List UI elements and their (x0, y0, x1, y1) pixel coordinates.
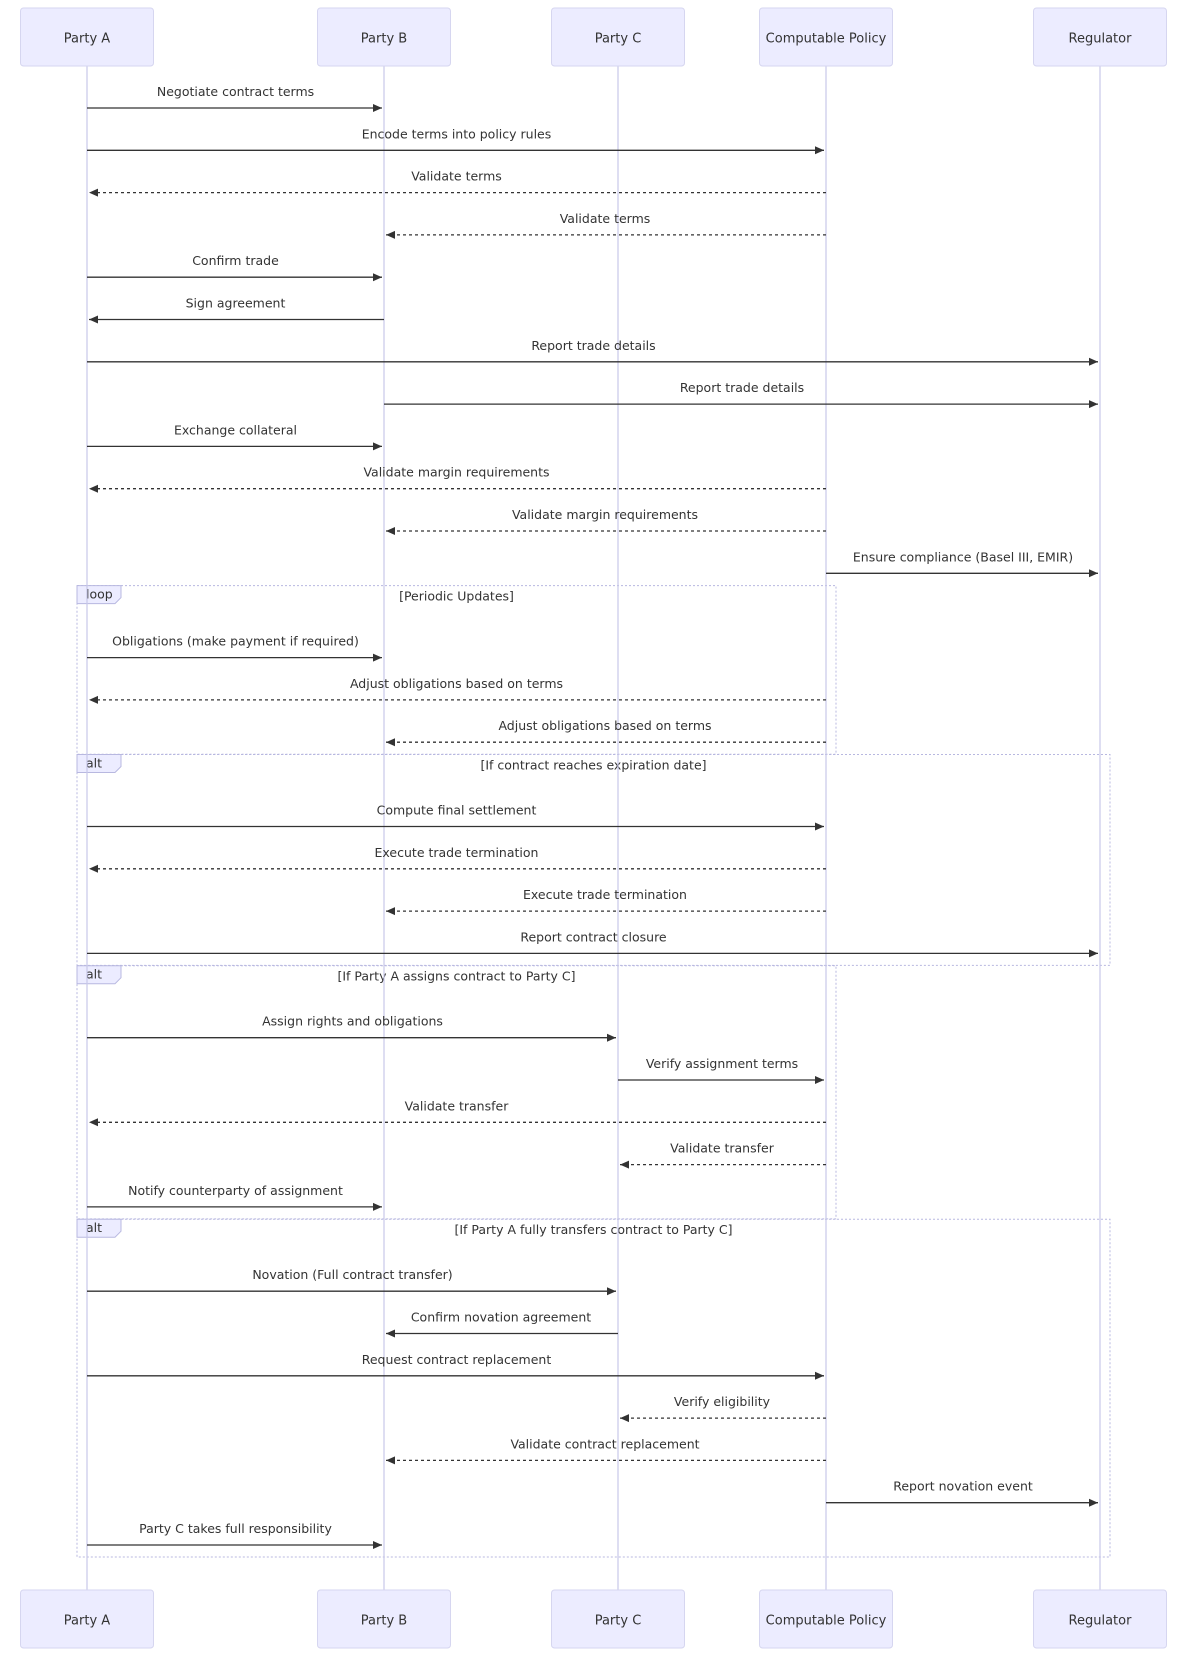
message-label: Obligations (make payment if required) (112, 633, 359, 649)
message-label: Report contract closure (520, 929, 667, 945)
message-29 (386, 1436, 826, 1460)
frame-condition: [If contract reaches expiration date] (480, 757, 707, 773)
message-label: Encode terms into policy rules (361, 126, 552, 142)
message-24 (87, 1183, 382, 1207)
actor-bottom-party-a (21, 1590, 154, 1648)
frame-condition: [Periodic Updates] (399, 588, 514, 604)
message-15 (386, 718, 826, 742)
message-label: Validate margin requirements (511, 507, 699, 522)
alt-frame (77, 1219, 1110, 1557)
message-5 (87, 253, 382, 277)
message-label: Validate contract replacement (510, 1436, 700, 1452)
message-label: Report trade details (679, 380, 805, 396)
message-2 (87, 126, 824, 150)
message-label: Novation (Full contract transfer) (252, 1267, 453, 1283)
message-label: Compute final settlement (376, 802, 537, 818)
message-label: Validate terms (559, 210, 651, 226)
message-label: Adjust obligations based on terms (498, 718, 712, 734)
actor-label: Regulator (1068, 1613, 1132, 1629)
actor-label: Party A (63, 1613, 111, 1629)
frame-condition: [If Party A assigns contract to Party C] (337, 968, 576, 984)
message-31 (87, 1521, 382, 1545)
message-26 (386, 1310, 618, 1334)
message-12 (826, 549, 1098, 573)
message-10 (89, 465, 826, 489)
actor-top-party-c (552, 8, 685, 66)
actor-label: Party C (594, 31, 642, 47)
message-label: Execute trade termination (374, 844, 539, 860)
message-label: Validate terms (411, 168, 502, 184)
message-label: Report trade details (531, 337, 656, 353)
message-20 (87, 1014, 616, 1038)
message-label: Adjust obligations based on terms (349, 675, 564, 691)
message-7 (87, 338, 1098, 362)
alt-frame (77, 966, 836, 1219)
message-label: Request contract replacement (361, 1351, 552, 1367)
message-label: Validate transfer (670, 1140, 774, 1156)
message-21 (618, 1056, 824, 1080)
message-11 (386, 507, 826, 531)
frame-kind-label: alt (86, 755, 103, 771)
actor-label: Party B (360, 31, 408, 47)
message-25 (87, 1267, 616, 1291)
message-label: Confirm novation agreement (410, 1309, 592, 1325)
message-8 (384, 380, 1098, 404)
frame-kind-label: alt (86, 966, 103, 982)
actor-label: Regulator (1068, 31, 1132, 47)
message-6 (89, 296, 384, 320)
actor-top-computable-policy (760, 8, 893, 66)
actor-label: Computable Policy (765, 1613, 887, 1629)
message-16 (87, 803, 824, 827)
message-label: Validate transfer (404, 1098, 509, 1114)
message-label: Notify counterparty of assignment (128, 1182, 343, 1198)
message-label: Negotiate contract terms (156, 84, 315, 99)
actor-bottom-regulator (1034, 1590, 1167, 1648)
actor-bottom-computable-policy (760, 1590, 893, 1648)
actor-top-party-b (318, 8, 451, 66)
message-18 (386, 887, 826, 911)
message-label: Sign agreement (185, 295, 286, 311)
message-23 (620, 1141, 826, 1165)
actor-top-party-a (21, 8, 154, 66)
frame-kind-label: alt (86, 1220, 103, 1236)
message-4 (386, 211, 826, 235)
message-17 (89, 845, 826, 869)
message-label: Execute trade termination (523, 887, 687, 903)
message-3 (89, 169, 826, 193)
message-label: Verify assignment terms (645, 1056, 799, 1071)
frame-kind-label: loop (86, 586, 113, 602)
message-label: Confirm trade (192, 253, 279, 269)
actor-bottom-party-c (552, 1590, 685, 1648)
message-label: Exchange collateral (173, 422, 298, 438)
loop-frame (77, 586, 836, 755)
frame-condition: [If Party A fully transfers contract to Party C] (454, 1222, 733, 1238)
message-label: Verify eligibility (673, 1394, 771, 1410)
message-1 (87, 84, 382, 108)
actor-label: Computable Policy (765, 31, 887, 47)
message-14 (89, 676, 826, 700)
message-22 (89, 1098, 826, 1122)
actor-label: Party A (63, 31, 111, 47)
message-19 (87, 929, 1098, 953)
message-label: Validate margin requirements (363, 464, 550, 480)
actor-label: Party C (594, 1613, 642, 1629)
actor-top-regulator (1034, 8, 1167, 66)
message-27 (87, 1352, 824, 1376)
message-13 (87, 634, 382, 658)
message-label: Ensure compliance (Basel III, EMIR) (852, 549, 1074, 565)
message-label: Report novation event (893, 1478, 1033, 1494)
message-label: Assign rights and obligations (262, 1013, 443, 1029)
actor-bottom-party-b (318, 1590, 451, 1648)
actor-label: Party B (360, 1613, 408, 1629)
message-label: Party C takes full responsibility (139, 1521, 332, 1536)
message-28 (620, 1394, 826, 1418)
message-9 (87, 422, 382, 446)
message-30 (826, 1479, 1098, 1503)
